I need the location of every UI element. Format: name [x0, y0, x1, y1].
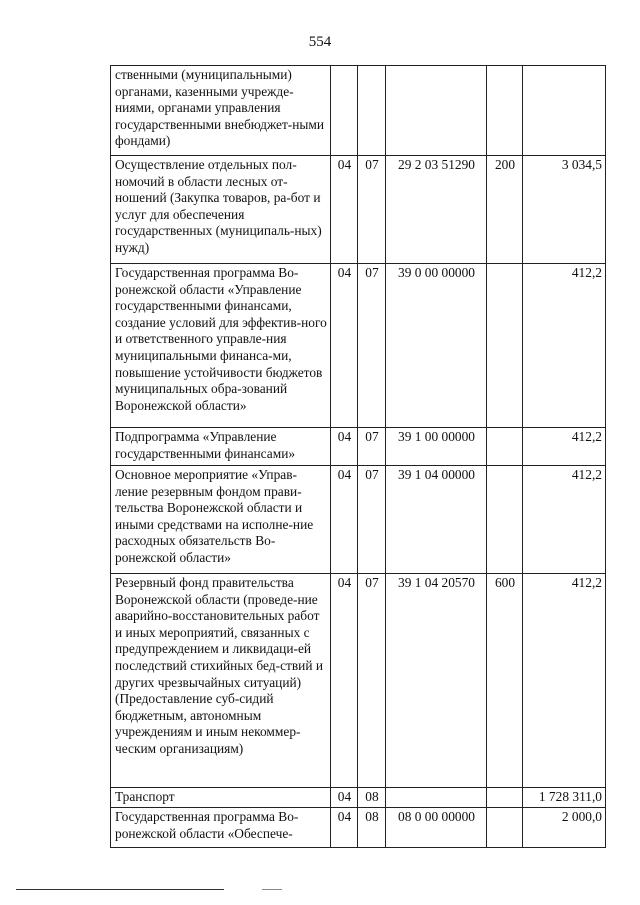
section-code-cell: 04	[331, 264, 358, 428]
target-article-cell: 29 2 03 51290	[386, 156, 487, 264]
subsection-code-cell: 07	[358, 156, 386, 264]
target-article-cell: 39 1 04 20570	[386, 574, 487, 788]
subsection-code-cell: 08	[358, 808, 386, 848]
table-row	[111, 428, 606, 466]
target-article-cell: 39 1 04 00000	[386, 466, 487, 574]
table-row	[111, 788, 606, 808]
expense-type-cell	[487, 428, 523, 466]
section-code-cell: 04	[331, 466, 358, 574]
expense-type-cell	[487, 66, 523, 156]
expense-type-cell: 600	[487, 574, 523, 788]
row-name-cell: Государственная программа Во-ронежской области «Обеспече-	[111, 808, 331, 848]
target-article-cell: 39 1 00 00000	[386, 428, 487, 466]
amount-cell: 2 000,0	[523, 808, 606, 848]
row-name-cell: Осуществление отдельных пол-номочий в области лесных от-ношений (Закупка товаров, ра-бот и услуг для обеспечения государственных (муниципаль-ных) нужд)	[111, 156, 331, 264]
amount-cell: 412,2	[523, 428, 606, 466]
subsection-code-cell: 07	[358, 466, 386, 574]
table-row	[111, 156, 606, 264]
section-code-cell	[331, 66, 358, 156]
footnote-divider-short	[262, 889, 282, 890]
expense-type-cell	[487, 466, 523, 574]
target-article-cell: 08 0 00 00000	[386, 808, 487, 848]
expense-type-cell	[487, 788, 523, 808]
subsection-code-cell: 07	[358, 264, 386, 428]
subsection-code-cell	[358, 66, 386, 156]
expense-type-cell: 200	[487, 156, 523, 264]
expense-type-cell	[487, 808, 523, 848]
row-name-cell: Государственная программа Во-ронежской области «Управление государственными финансами, создание условий для эффектив-ного и ответственного управле-ния муниципальными финанса-ми, повышение устойчивости бюджетов муниципальных обра-зований Воронежской области»	[111, 264, 331, 428]
amount-cell: 412,2	[523, 574, 606, 788]
subsection-code-cell: 08	[358, 788, 386, 808]
row-name-cell: Подпрограмма «Управление государственными финансами»	[111, 428, 331, 466]
row-name-cell: Резервный фонд правительства Воронежской области (проведе-ние аварийно-восстановительных работ и иных мероприятий, связанных с предупреждением и ликвидаци-ей последствий стихийных бед-ствий и других чрезвычайных ситуаций) (Предоставление суб-сидий бюджетным, автономным учреждениям и иным некоммер-ческим организациям)	[111, 574, 331, 788]
section-code-cell: 04	[331, 788, 358, 808]
amount-cell: 3 034,5	[523, 156, 606, 264]
section-code-cell: 04	[331, 428, 358, 466]
table-row	[111, 66, 606, 156]
amount-cell: 412,2	[523, 264, 606, 428]
page-number: 554	[308, 34, 332, 50]
row-name-cell: Основное мероприятие «Управ-ление резервным фондом прави-тельства Воронежской области и иными средствами на исполне-ние расходных обязательств Во-ронежской области»	[111, 466, 331, 574]
amount-cell: 1 728 311,0	[523, 788, 606, 808]
section-code-cell: 04	[331, 808, 358, 848]
budget-table	[110, 65, 606, 848]
subsection-code-cell: 07	[358, 574, 386, 788]
target-article-cell	[386, 66, 487, 156]
row-name-cell: ственными (муниципальными) органами, казенными учрежде-ниями, органами управления государственными внебюджет-ными фондами)	[111, 66, 331, 156]
section-code-cell: 04	[331, 574, 358, 788]
table-row	[111, 574, 606, 788]
target-article-cell	[386, 788, 487, 808]
table-row	[111, 466, 606, 574]
table-row	[111, 808, 606, 848]
row-name-cell: Транспорт	[111, 788, 331, 808]
table-row	[111, 264, 606, 428]
footnote-divider	[16, 889, 224, 890]
target-article-cell: 39 0 00 00000	[386, 264, 487, 428]
subsection-code-cell: 07	[358, 428, 386, 466]
amount-cell: 412,2	[523, 466, 606, 574]
amount-cell	[523, 66, 606, 156]
section-code-cell: 04	[331, 156, 358, 264]
expense-type-cell	[487, 264, 523, 428]
